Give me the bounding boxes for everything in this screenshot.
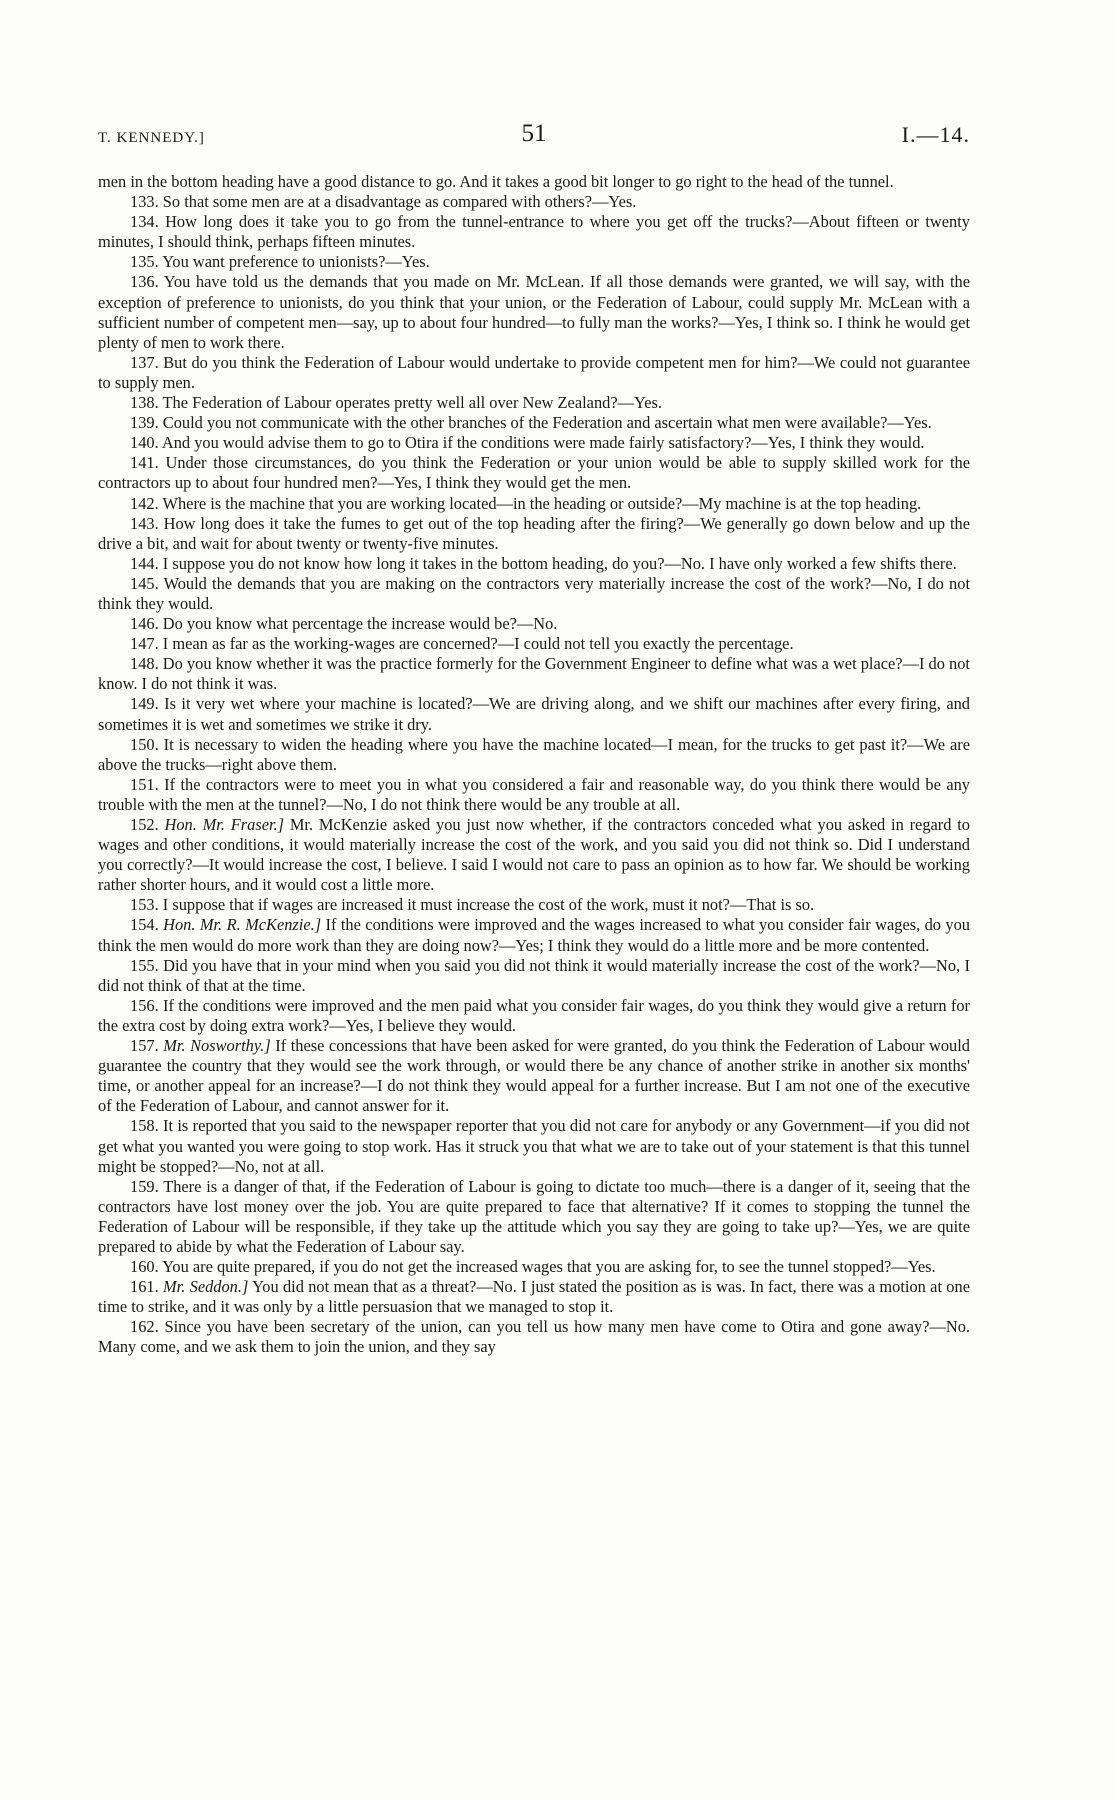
question-number: 147. [130, 634, 159, 654]
question-paragraph [98, 775, 970, 815]
question-paragraph [98, 574, 970, 614]
paragraph-text: And you would advise them to go to Otira if the conditions were made fairly satisfactory?—Yes, I think they would. [161, 433, 925, 453]
paragraph-text: You are quite prepared, if you do not get the increased wages that you are asking for, to see the tunnel stopped?—Yes. [162, 1257, 936, 1277]
paragraph-text: You did not mean that as a threat?—No. I just stated the position as is was. In fact, there was a motion at one time to strike, and it was only by a little persuasion that we managed to stop it. [98, 1277, 970, 1317]
paragraph-text: The Federation of Labour operates pretty well all over New Zealand?—Yes. [162, 393, 662, 413]
question-number: 153. [130, 895, 159, 915]
question-number: 133. [130, 192, 159, 212]
question-number: 142. [130, 493, 159, 513]
question-number: 145. [130, 573, 159, 593]
question-number: 144. [130, 553, 159, 573]
question-number: 148. [130, 654, 159, 674]
question-paragraph [98, 996, 970, 1036]
question-paragraph [98, 654, 970, 694]
speaker-name: Hon. Mr. Fraser.] [164, 815, 285, 834]
question-number: 161. [130, 1277, 159, 1297]
question-paragraph [98, 895, 970, 915]
paragraph-text: men in the bottom heading have a good distance to go. And it takes a good bit longer to go right to the head of the tunnel. [98, 172, 894, 191]
paragraph-text: Do you know what percentage the increase would be?—No. [162, 614, 558, 634]
question-paragraph [98, 433, 970, 453]
question-paragraph [98, 192, 970, 212]
question-paragraph [98, 554, 970, 574]
document-body [98, 172, 970, 1358]
paragraph-text: Do you know whether it was the practice formerly for the Government Engineer to define what was a wet place?—I do not know. I do not think it was. [98, 654, 970, 694]
question-paragraph [98, 915, 970, 955]
paragraph-text: Since you have been secretary of the union, can you tell us how many men have come to Otira and gone away?—No. Many come, and we ask them to join the union, and they say [98, 1317, 970, 1357]
paragraph-text: Under those circumstances, do you think the Federation or your union would be able to supply skilled work for the contractors up to about four hundred men?—Yes, I think they would get the men. [98, 453, 970, 493]
paragraph-text: If these concessions that have been asked for were granted, do you think the Federation of Labour would guarantee the country that they would see the work through, or would there be any chance of another strike in another six months' time, or another appeal for an increase?—I do not think they would appeal for a further increase. But I am not one of the executive of the Federation of Labour, and cannot answer for it. [98, 1036, 970, 1116]
question-number: 159. [130, 1176, 159, 1196]
question-number: 157. [130, 1036, 159, 1056]
question-number: 141. [130, 453, 159, 473]
speaker-name: Hon. Mr. R. McKenzie.] [163, 915, 322, 935]
question-paragraph [98, 1257, 970, 1277]
paragraph-text: Mr. McKenzie asked you just now whether, if the contractors conceded what you asked in regard to wages and other conditions, it would materially increase the cost of the work, and you said you did not think so. Did I understand you correctly?—It would increase the cost, I believe. I said I would not care to pass an opinion as to how far. We should be working rather shorter hours, and it would cost a little more. [98, 815, 970, 895]
paragraph-text: I suppose that if wages are increased it must increase the cost of the work, must it not?—That is so. [162, 895, 815, 915]
question-number: 155. [130, 955, 159, 975]
question-paragraph [98, 1036, 970, 1116]
paragraph-text: Is it very wet where your machine is located?—We are driving along, and we shift our machines after every firing, and sometimes it is wet and sometimes we strike it dry. [98, 694, 970, 734]
question-paragraph [98, 1277, 970, 1317]
page-header [98, 120, 970, 164]
question-paragraph [98, 956, 970, 996]
question-number: 135. [130, 252, 159, 272]
paragraph-text: But do you think the Federation of Labour would undertake to provide competent men for him?—We could not guarantee to supply men. [98, 352, 970, 392]
question-number: 149. [130, 694, 159, 714]
question-paragraph [98, 1177, 970, 1257]
question-number: 162. [130, 1317, 159, 1337]
question-number: 150. [130, 734, 159, 754]
speaker-name: Mr. Nosworthy.] [163, 1036, 271, 1056]
paragraph-text: You want preference to unionists?—Yes. [162, 252, 430, 272]
paragraph-text: Would the demands that you are making on the contractors very materially increase the cost of the work?—No, I do not think they would. [98, 573, 970, 613]
question-number: 139. [130, 413, 159, 433]
paragraph-text: You have told us the demands that you made on Mr. McLean. If all those demands were granted, we will say, with the exception of preference to unionists, do you think that your union, or the Federation of Labour, could supply Mr. McLean with a sufficient number of competent men—say, up to about four hundred—to fully man the works?—Yes, I think so. I think he would get plenty of men to work there. [98, 272, 970, 352]
question-number: 156. [130, 995, 159, 1015]
paragraph-text: How long does it take you to go from the tunnel-entrance to where you get off the trucks?—About fifteen or twenty minutes, I should think, perhaps fifteen minutes. [98, 212, 970, 252]
question-paragraph [98, 634, 970, 654]
paragraph-text: Where is the machine that you are working located—in the heading or outside?—My machine is at the top heading. [162, 493, 922, 513]
paragraph-text: There is a danger of that, if the Federation of Labour is going to dictate too much—there is a danger of it, seeing that the contractors have lost money over the job. You are quite prepared to face that alternative? If it comes to stopping the tunnel the Federation of Labour will be responsible, if they take up the attitude which you say they are going to take up?—Yes, we are quite prepared to abide by what the Federation of Labour say. [98, 1176, 970, 1256]
question-number: 143. [130, 513, 159, 533]
question-number: 152. [130, 815, 159, 834]
question-number: 154. [130, 915, 159, 935]
question-paragraph [98, 212, 970, 252]
question-number: 134. [130, 212, 159, 232]
question-number: 138. [130, 393, 159, 413]
question-number: 160. [130, 1257, 159, 1277]
paragraph-text: Did you have that in your mind when you said you did not think it would materially increase the cost of the work?—No, I did not think of that at the time. [98, 955, 970, 995]
question-number: 151. [130, 774, 159, 794]
question-number: 137. [130, 352, 159, 372]
question-paragraph [98, 694, 970, 734]
question-paragraph [98, 494, 970, 514]
question-paragraph [98, 353, 970, 393]
paragraph-text: If the contractors were to meet you in what you considered a fair and reasonable way, do you think there would be any trouble with the men at the tunnel?—No, I do not think there would be any trouble at all. [98, 774, 970, 814]
question-paragraph [98, 252, 970, 272]
document-reference: I.—14. [901, 122, 970, 147]
question-number: 158. [130, 1116, 159, 1136]
question-paragraph [98, 172, 970, 192]
paragraph-text: It is reported that you said to the newspaper reporter that you did not care for anybody or any Government—if you did not get what you wanted you were going to stop work. Has it struck you that what we are to take out of your statement is that this tunnel might be stopped?—No, not at all. [98, 1116, 970, 1176]
question-paragraph [98, 413, 970, 433]
question-paragraph [98, 272, 970, 352]
question-number: 146. [130, 614, 159, 634]
question-paragraph [98, 735, 970, 775]
paragraph-text: If the conditions were improved and the men paid what you consider fair wages, do you think they would give a return for the extra cost by doing extra work?—Yes, I believe they would. [98, 995, 970, 1035]
question-paragraph [98, 1116, 970, 1176]
paragraph-text: So that some men are at a disadvantage as compared with others?—Yes. [162, 192, 637, 212]
question-number: 140. [130, 433, 159, 453]
paragraph-text: How long does it take the fumes to get out of the top heading after the firing?—We generally go down below and up the drive a bit, and wait for about twenty or twenty-five minutes. [98, 513, 970, 553]
speaker-name: Mr. Seddon.] [163, 1277, 249, 1297]
witness-name: T. KENNEDY.] [98, 130, 205, 146]
paragraph-text: I mean as far as the working-wages are concerned?—I could not tell you exactly the percentage. [162, 634, 794, 654]
paragraph-text: If the conditions were improved and the wages increased to what you consider fair wages, do you think the men would do more work than they are doing now?—Yes; I think they would do a little more and be more contented. [98, 915, 970, 955]
question-paragraph [98, 815, 970, 895]
page-number: 51 [521, 120, 547, 147]
question-paragraph [98, 393, 970, 413]
paragraph-text: I suppose you do not know how long it takes in the bottom heading, do you?—No. I have only worked a few shifts there. [162, 553, 957, 573]
question-paragraph [98, 614, 970, 634]
question-paragraph [98, 1317, 970, 1357]
paragraph-text: Could you not communicate with the other branches of the Federation and ascertain what men were available?—Yes. [162, 413, 932, 433]
question-paragraph [98, 453, 970, 493]
question-paragraph [98, 514, 970, 554]
paragraph-text: It is necessary to widen the heading where you have the machine located—I mean, for the trucks to get past it?—We are above the trucks—right above them. [98, 734, 970, 774]
question-number: 136. [130, 272, 159, 292]
